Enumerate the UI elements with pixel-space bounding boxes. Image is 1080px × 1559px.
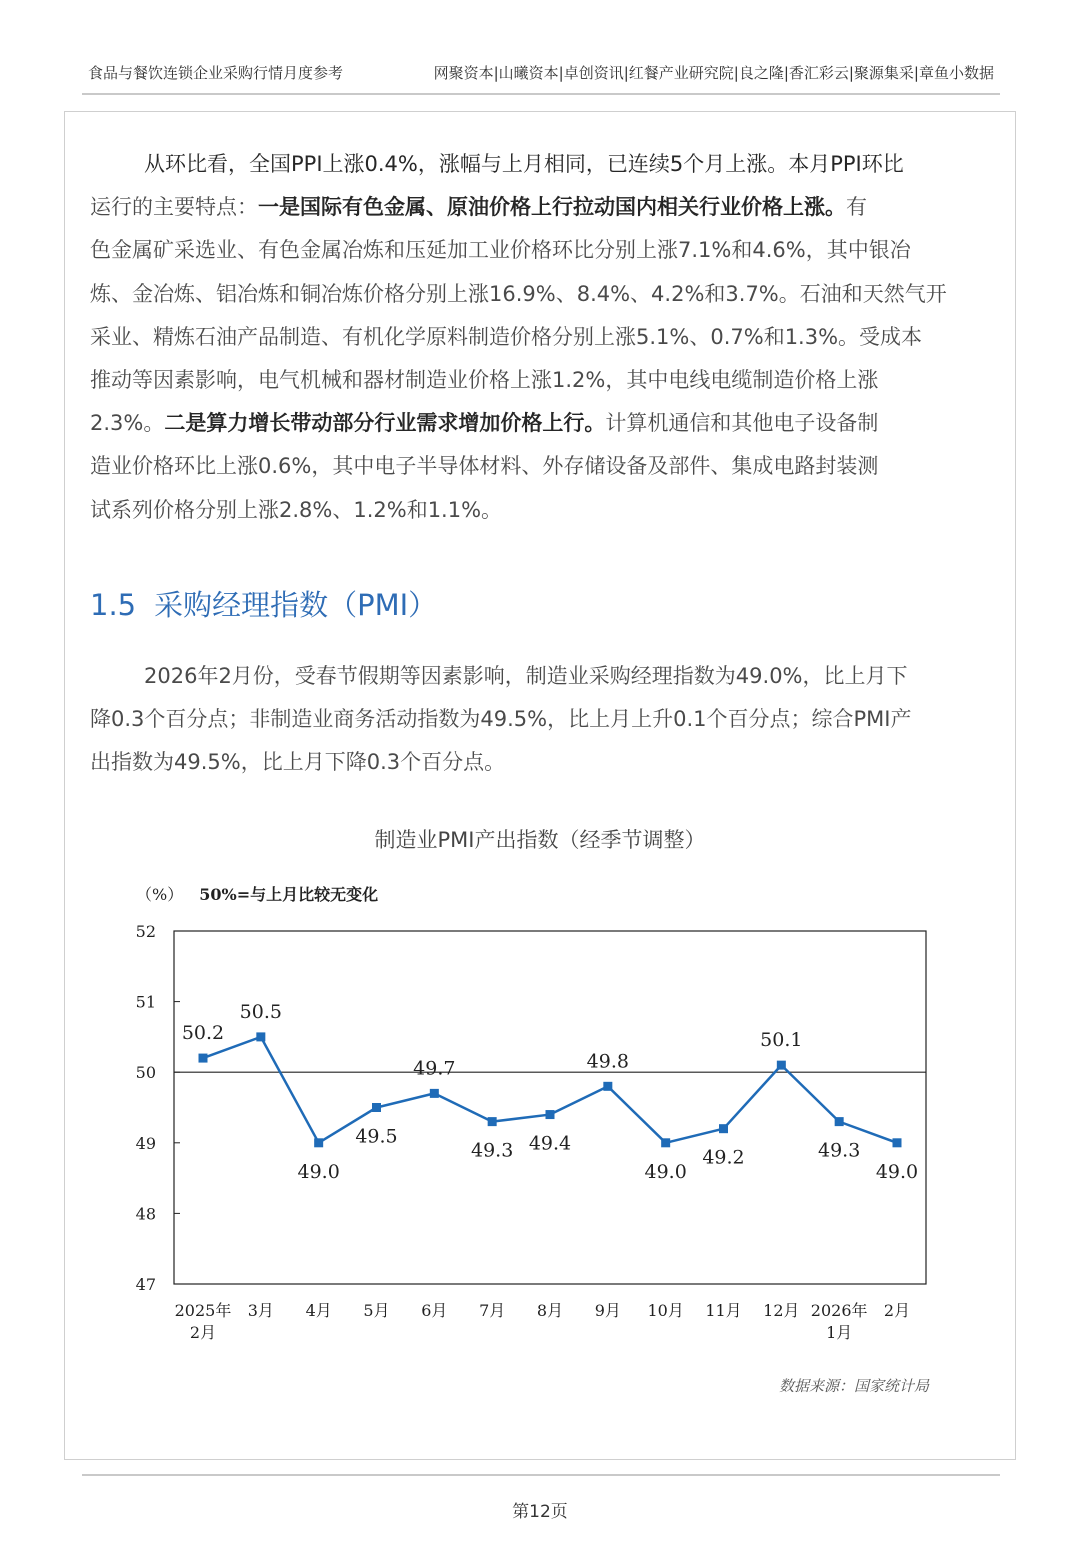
section-title: 采购经理指数（PMI） xyxy=(154,588,438,622)
x-tick-label: 7月 xyxy=(479,1301,506,1320)
pmi-paragraph xyxy=(90,655,990,785)
x-tick-label: 2月 xyxy=(189,1323,217,1342)
data-source: 数据来源：国家统计局 xyxy=(778,1377,929,1395)
data-point xyxy=(719,1124,728,1133)
ppi-line-7 xyxy=(90,402,990,445)
x-tick-label: 9月 xyxy=(594,1301,621,1320)
data-point xyxy=(372,1103,381,1112)
ppi-line-3: 色金属矿采选业、有色金属冶炼和压延加工业价格环比分别上涨7.1%和4.6%，其中银冶 xyxy=(90,238,911,263)
ppi-line-9: 试系列价格分别上涨2.8%、1.2%和1.1%。 xyxy=(90,497,503,522)
data-label: 49.4 xyxy=(528,1132,572,1155)
ppi-line-7-tail: 计算机通信和其他电子设备制 xyxy=(605,411,879,436)
x-tick-label: 8月 xyxy=(536,1301,564,1320)
ppi-line-2-intro: 运行的主要特点： xyxy=(90,195,258,220)
data-label: 49.0 xyxy=(297,1160,340,1183)
data-point xyxy=(430,1089,439,1098)
x-tick-label: 10月 xyxy=(647,1301,684,1320)
ppi-point-two: 二是算力增长带动部分行业需求增加价格上行。 xyxy=(164,411,606,436)
chart-title: 制造业PMI产出指数（经季节调整） xyxy=(374,828,706,852)
header-partners: 网聚资本|山曦资本|卓创资讯|红餐产业研究院|良之隆|香汇彩云|聚源集采|章鱼小数据 xyxy=(433,64,994,82)
data-label: 49.5 xyxy=(355,1125,398,1148)
chart-note: 50%=与上月比较无变化 xyxy=(199,885,379,904)
section-number: 1.5 xyxy=(90,588,137,622)
y-tick-label: 50 xyxy=(135,1063,156,1083)
data-point xyxy=(893,1138,902,1147)
data-point xyxy=(835,1117,844,1126)
data-label: 49.0 xyxy=(644,1160,687,1183)
y-tick-label: 47 xyxy=(135,1275,156,1294)
data-label: 50.1 xyxy=(760,1029,803,1052)
data-point xyxy=(314,1138,323,1147)
ppi-line-2-tail: 有 xyxy=(846,195,867,220)
pmi-line-chart xyxy=(0,900,1080,1360)
header-divider xyxy=(82,93,1000,95)
y-tick-label: 52 xyxy=(135,922,156,941)
data-point xyxy=(256,1032,265,1041)
x-tick-label: 6月 xyxy=(421,1301,448,1320)
x-tick-label: 2025年 xyxy=(174,1301,232,1320)
series-line xyxy=(203,1037,897,1143)
x-tick-label: 2026年 xyxy=(810,1301,868,1320)
ppi-line-2 xyxy=(90,186,990,229)
chart-unit-label: （%） xyxy=(136,885,184,904)
ppi-line-7-head: 2.3%。 xyxy=(90,411,165,436)
ppi-line-4: 炼、金冶炼、铝冶炼和铜冶炼价格分别上涨16.9%、8.4%、4.2%和3.7%。石油和天然气开 xyxy=(90,281,947,306)
ppi-line-1: 从环比看，全国PPI上涨0.4%，涨幅与上月相同，已连续5个月上涨。本月PPI环比 xyxy=(144,152,904,176)
data-label: 49.7 xyxy=(413,1057,456,1080)
y-tick-label: 48 xyxy=(135,1204,156,1224)
data-point xyxy=(199,1054,208,1063)
x-tick-label: 3月 xyxy=(247,1301,274,1320)
y-tick-label: 51 xyxy=(135,992,156,1012)
data-point xyxy=(603,1082,612,1091)
x-tick-label: 11月 xyxy=(705,1301,742,1320)
pmi-line-2: 降0.3个百分点；非制造业商务活动指数为49.5%，比上月上升0.1个百分点；综合PMI产 xyxy=(90,707,912,732)
data-label: 50.2 xyxy=(181,1022,225,1045)
header-report-title: 食品与餐饮连锁企业采购行情月度参考 xyxy=(88,64,344,82)
footer-divider xyxy=(82,1474,1000,1476)
x-tick-label: 5月 xyxy=(363,1301,390,1320)
x-tick-label: 1月 xyxy=(826,1323,853,1342)
ppi-paragraph xyxy=(90,143,990,532)
ppi-point-one: 一是国际有色金属、原油价格上行拉动国内相关行业价格上涨。 xyxy=(258,195,846,220)
data-point xyxy=(546,1110,555,1119)
x-tick-label: 2月 xyxy=(883,1301,911,1320)
data-label: 49.8 xyxy=(586,1050,629,1073)
section-heading xyxy=(90,583,437,624)
data-point xyxy=(777,1061,786,1070)
ppi-line-8: 造业价格环比上涨0.6%，其中电子半导体材料、外存储设备及部件、集成电路封装测 xyxy=(90,454,879,479)
x-tick-label: 4月 xyxy=(305,1301,332,1320)
pmi-line-3: 出指数为49.5%，比上月下降0.3个百分点。 xyxy=(90,750,506,775)
data-label: 49.3 xyxy=(471,1139,514,1162)
data-label: 50.5 xyxy=(239,1000,282,1023)
pmi-line-1: 2026年2月份，受春节假期等因素影响，制造业采购经理指数为49.0%，比上月下 xyxy=(144,664,908,688)
page-number: 第12页 xyxy=(512,1502,568,1522)
ppi-line-5: 采业、精炼石油产品制造、有机化学原料制造价格分别上涨5.1%、0.7%和1.3%。受成本 xyxy=(90,324,923,349)
ppi-line-6: 推动等因素影响，电气机械和器材制造业价格上涨1.2%，其中电线电缆制造价格上涨 xyxy=(90,368,879,393)
data-label: 49.0 xyxy=(875,1160,919,1183)
plot-frame xyxy=(174,931,926,1284)
x-tick-label: 12月 xyxy=(763,1301,800,1320)
data-label: 49.3 xyxy=(818,1139,861,1162)
data-label: 49.2 xyxy=(702,1146,745,1169)
data-point xyxy=(488,1117,497,1126)
y-tick-label: 49 xyxy=(135,1133,156,1153)
data-point xyxy=(661,1138,670,1147)
